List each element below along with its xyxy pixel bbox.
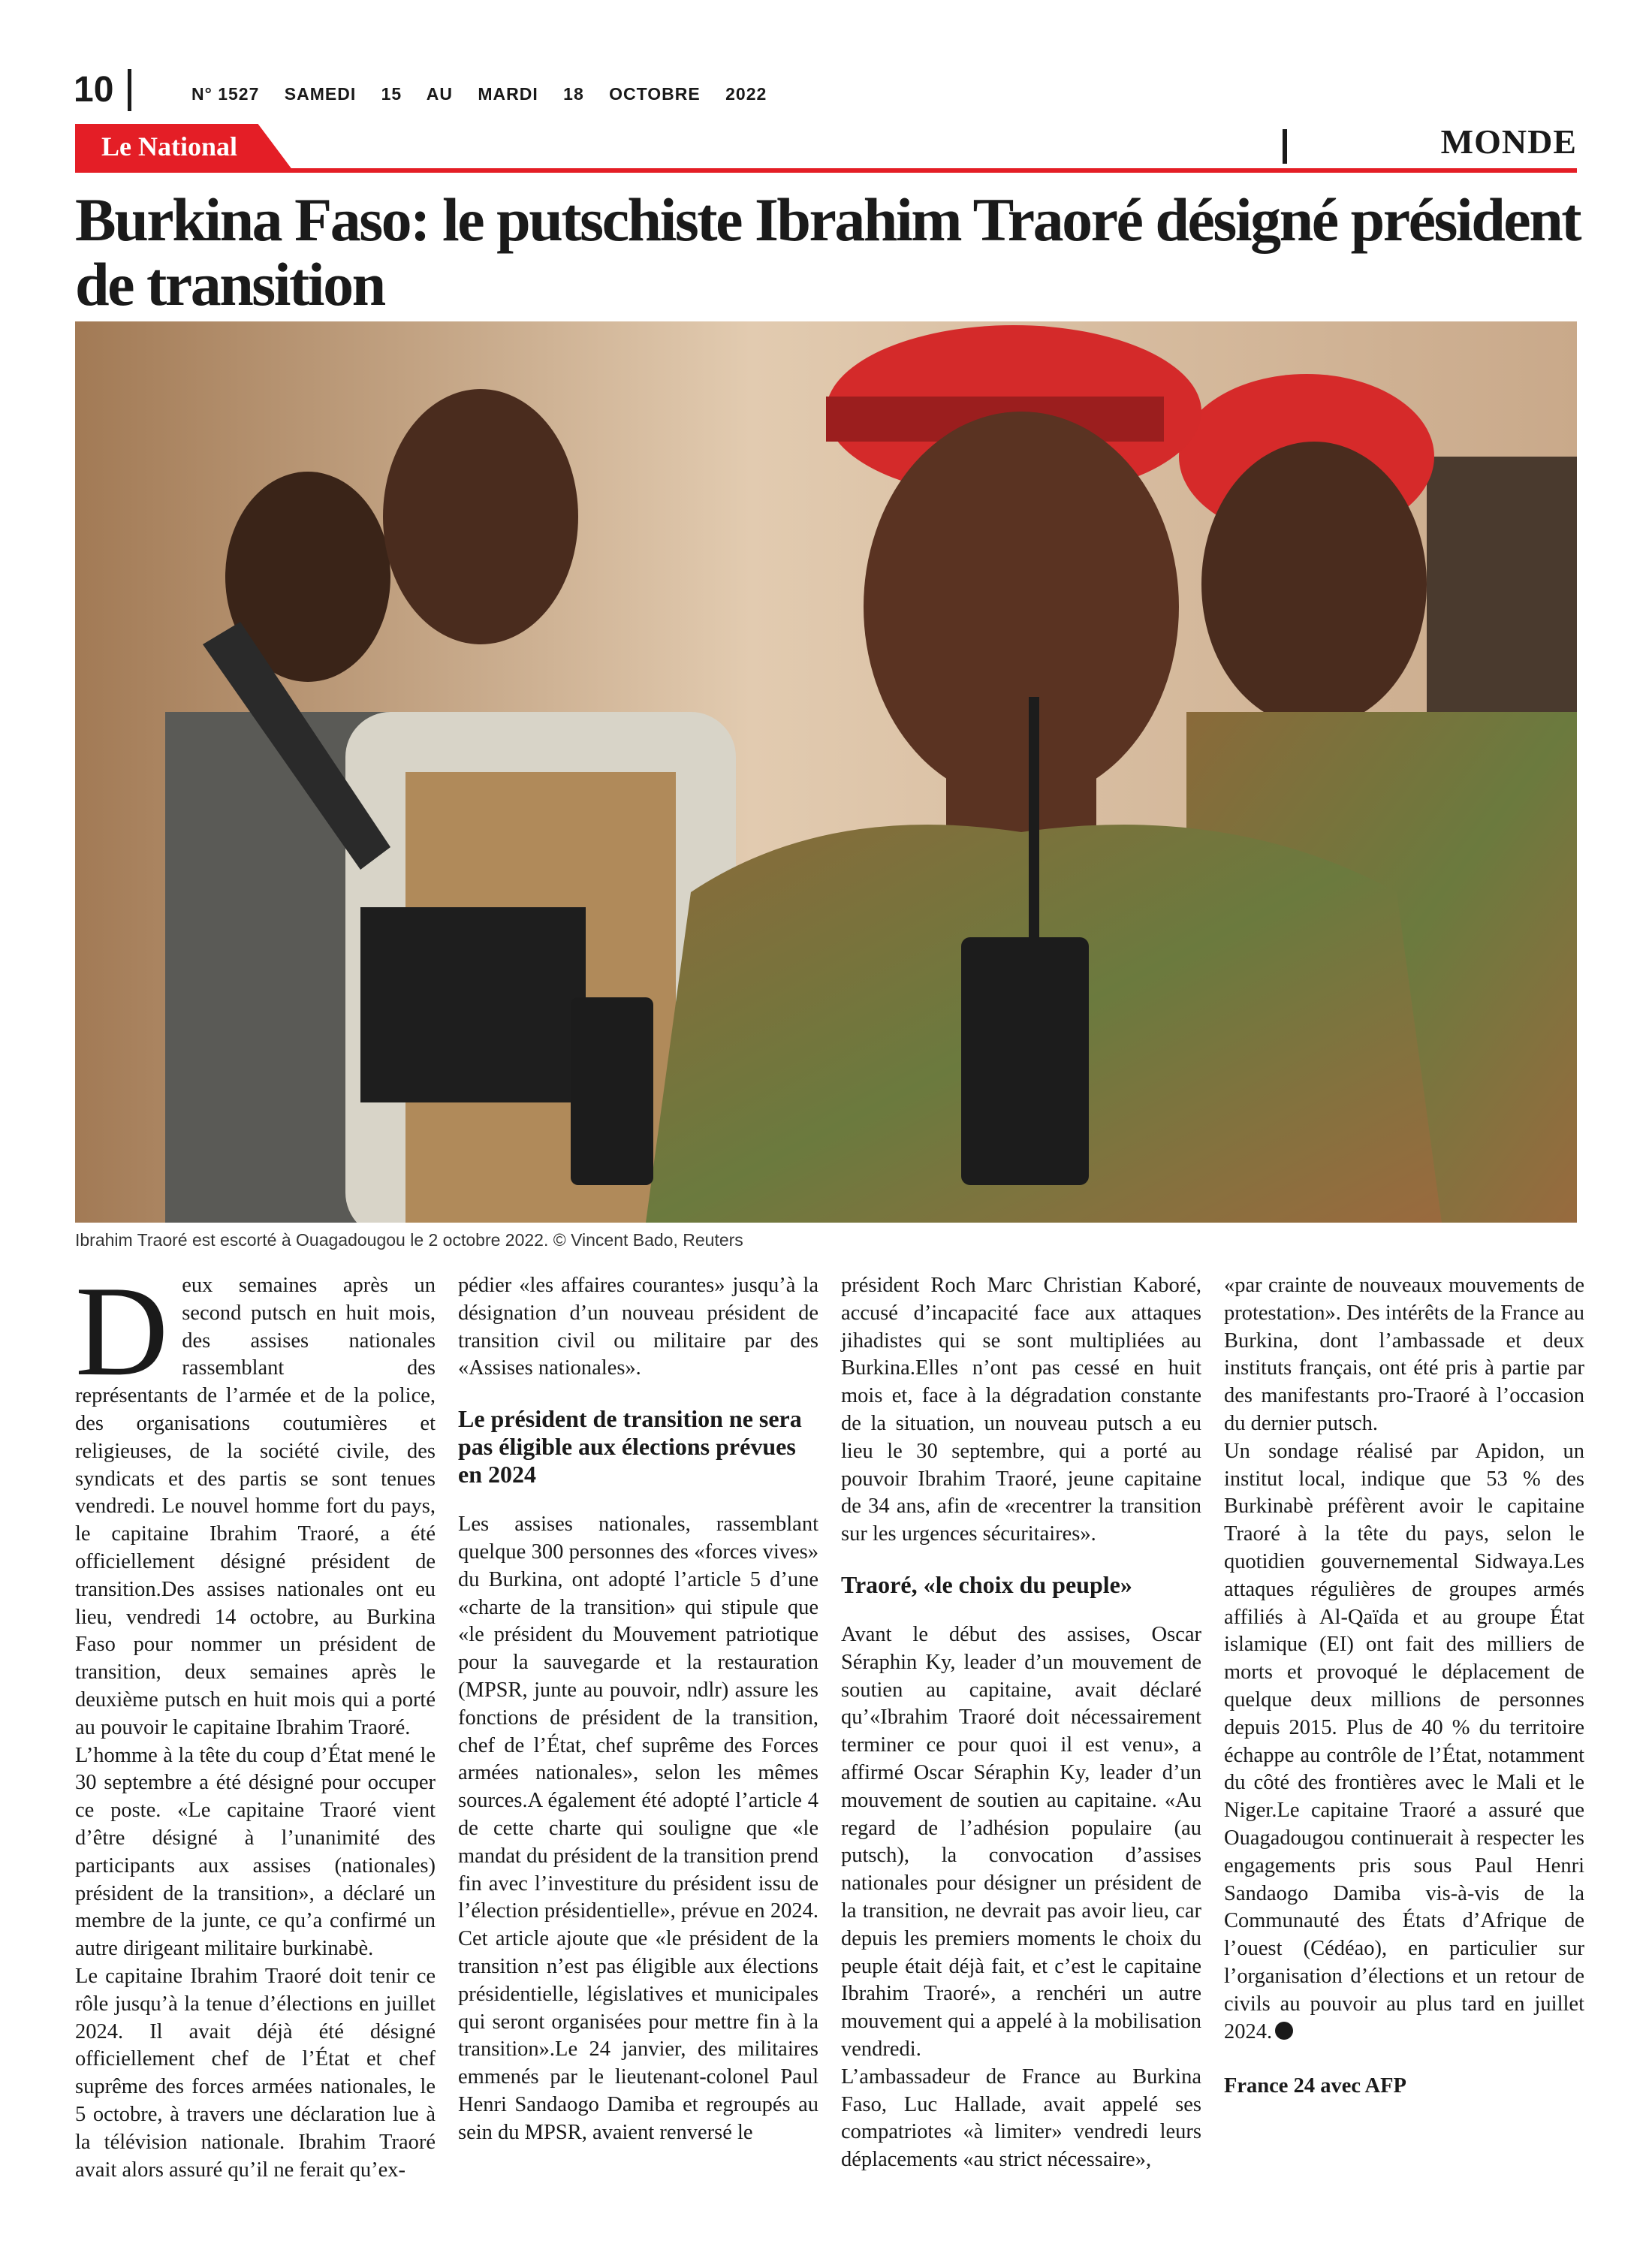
paragraph: Les assises nationales, rassemblant quelque 300 personnes des «forces vives» du Burkina, ont adopté l’article 5 d’une «charte de la transition» qui stipule que «le président du Mouvement patriotique pour la sauvegarde et la restauration (MPSR, junte au pouvoir, ndlr) assure les fonctions de président de la transition, chef de l’État, chef suprême des Forces armées nationales», selon les mêmes sources.A également été adopté l’article 4 de cette charte qui souligne que «le mandat du président de la transition prend fin avec l’investiture du président issu de l’élection présidentielle», prévue en 2024. Cet article ajoute que «le président de la transition n’est pas éligible aux élections présidentielle, législatives et municipales qui seront organisées pour mettre fin à la transition».Le 24 janvier, des militaires emmenés par le lieutenant-colonel Paul Henri Sandaogo Damiba et regroupés au sein du MPSR, avaient renversé le: [458, 1513, 818, 2144]
article-headline: Burkina Faso: le putschiste Ibrahim Traoré désigné président de transition: [75, 185, 1581, 318]
subheading: Le président de transition ne sera pas éligible aux élections prévues en 2024: [458, 1405, 802, 1488]
section-title: MONDE: [1440, 122, 1577, 161]
date-part: MARDI: [478, 84, 538, 104]
article-credit: France 24 avec AFP: [1224, 2074, 1406, 2098]
paragraph: L’ambassadeur de France au Burkina Faso, Luc Hallade, avait appelé ses compatriotes «à limiter» vendredi leurs déplacements «au strict nécessaire»,: [841, 2064, 1201, 2172]
paragraph: Le capitaine Ibrahim Traoré doit tenir ce rôle jusqu’à la tenue d’élections en juillet 2024. Il avait déjà été désigné officiellement chef de l’État et chef suprême des forces armées nationales, le 5 octobre, à travers une déclaration lue à la télévision nationale. Ibrahim Traoré avait alors assuré qu’il ne ferait qu’ex-: [75, 1964, 436, 2182]
paragraph: «par crainte de nouveaux mouvements de protestation». Des intérêts de la France au Burkina, dont l’ambassade et deux instituts français, ont été pris à partie par des manifestants pro-Traoré à l’occasion du dernier putsch.: [1224, 1274, 1584, 1435]
date-part: 2022: [725, 84, 767, 104]
subheading: Traoré, «le choix du peuple»: [841, 1570, 1132, 1598]
end-of-article-icon: [1275, 2022, 1293, 2040]
date-part: OCTOBRE: [609, 84, 701, 104]
paragraph-text: Un sondage réalisé par Apidon, un institut local, indique que 53 % des Burkinabè préfèrent avoir le capitaine Traoré à la tête du pays, selon le quotidien gouvernemental Sidwaya.Les attaques régulières de groupes armés affiliés à Al-Qaïda et au groupe État islamique (EI) ont fait des milliers de morts et provoqué le déplacement de quelque deux millions de personnes depuis 2015. Plus de 40 % du territoire échappe au contrôle de l’État, notamment du côté des frontières avec le Mali et le Niger.Le capitaine Traoré a assuré que Ouagadougou continuerait à respecter les engagements pris sous Paul Henri Sandaogo Damiba vis-à-vis de la Communauté des États d’Afrique de l’ouest (Cédéao), en particulier sur l’organisation d’élections et un retour de civils au pouvoir au plus tard en juillet 2024.: [1224, 1439, 1584, 2043]
issue-number: N° 1527: [191, 84, 260, 104]
paragraph: eux semaines après un second putsch en huit mois, des assises nationales rassemblant des représentants de l’armée et de la police, des organisations coutumières et religieuses, de la société civile, des syndicats et des partis se sont tenues vendredi. Le nouvel homme fort du pays, le capitaine Ibrahim Traoré, a été officiellement désigné président de transition.Des assises nationales ont eu lieu, vendredi 14 octobre, au Burkina Faso pour nommer un président de transition, deux semaines après le deuxième putsch en huit mois qui a porté au pouvoir le capitaine Ibrahim Traoré.: [75, 1274, 436, 1739]
paragraph: pédier «les affaires courantes» jusqu’à la désignation d’un nouveau président de transition civil ou militaire par des «Assises nationales».: [458, 1274, 818, 1380]
date-part: SAMEDI: [284, 84, 357, 104]
paragraph: L’homme à la tête du coup d’État mené le 30 septembre a été désigné pour occuper ce poste. «Le capitaine Traoré vient d’être désigné à l’unanimité des participants aux assises (nationales) président de la transition», a déclaré un membre de la junte, ce qu’a confirmé un autre dirigeant militaire burkinabè.: [75, 1743, 436, 1961]
article-column-3: [841, 1272, 1201, 2174]
paragraph: président Roch Marc Christian Kaboré, accusé d’incapacité face aux attaques jihadistes qui se sont multipliées au Burkina.Elles n’ont pas cessé en huit mois et, face à la dégradation constante de la situation, un nouveau putsch a eu lieu le 30 septembre, qui a porté au pouvoir Ibrahim Traoré, jeune capitaine de 34 ans, afin de «recentrer la transition sur les urgences sécuritaires».: [841, 1274, 1201, 1546]
publication-name: Le National: [101, 131, 238, 161]
article-column-2: [458, 1272, 818, 2147]
page-number: 10: [74, 70, 114, 110]
page-number-divider: [128, 69, 131, 111]
drop-cap: D: [75, 1260, 169, 1403]
paragraph: Avant le début des assises, Oscar Séraphin Ky, leader d’un mouvement de soutien au capitaine, avait déclaré qu’«Ibrahim Traoré doit nécessairement terminer ce pour quoi il est venu», a affirmé Oscar Séraphin Ky, leader d’un mouvement de soutien au capitaine. «Au regard de l’adhésion populaire (au putsch), la convocation d’assises nationales pour désigner un président de la transition, ne devrait pas avoir lieu, car depuis les premiers moments le choix du peuple était déjà fait, et c’est le capitaine Ibrahim Traoré», a renchéri un autre mouvement qui a appelé à la mobilisation vendredi.: [841, 1622, 1201, 2061]
paragraph: [1224, 1438, 1584, 2046]
article-column-1: [75, 1260, 436, 2184]
date-part: AU: [426, 84, 453, 104]
article-photo: [75, 321, 1577, 1223]
date-part: 15: [381, 84, 402, 104]
photo-caption: Ibrahim Traoré est escorté à Ouagadougou le 2 octobre 2022. © Vincent Bado, Reuters: [75, 1230, 743, 1250]
article-column-4: [1224, 1272, 1584, 2101]
section-divider: [1283, 129, 1287, 164]
issue-line: [191, 83, 786, 105]
header-rule: [75, 168, 1577, 173]
date-part: 18: [563, 84, 584, 104]
